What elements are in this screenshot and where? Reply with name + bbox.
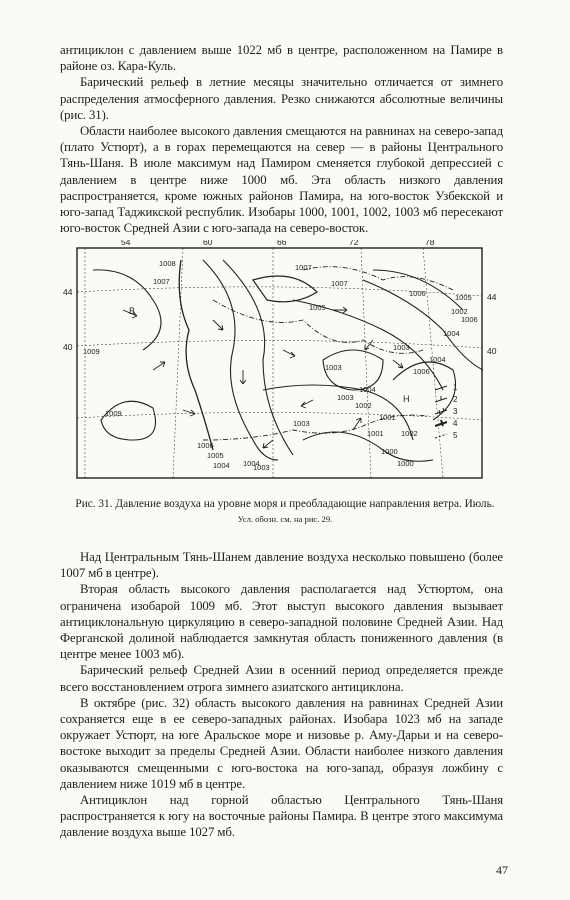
longitude-label: 66 [277,240,287,247]
aral-sea [253,276,317,302]
meridian-line [173,248,183,478]
paragraph: В октябре (рис. 32) область высокого давления на равнинах Средней Азии сохраняется еще в ее северо-западных районах. Изобара 1023 мб на западе окружает Устюрт, на юге Аральское море и низовье р. Аму-Дарьи и на северо-востоке выходит за пределы Средней Азии. Области наиболее низкого давления оказываются смещенными с юго-востока на юго-запад, образуя ложбину с давлением ниже 1019 мб в центре. [60,695,503,791]
isobar-value: 1001 [367,429,384,438]
caption-main: Рис. 31. Давление воздуха на уровне моря и преобладающие направления ветра. Июль. [75,498,495,510]
legend-item: 2 [453,395,458,404]
isobar-value: 1006 [197,441,214,450]
isobar-value: 1002 [401,429,418,438]
legend-item: 5 [453,431,458,440]
isobar-line [223,260,293,455]
longitude-label: 78 [425,240,435,247]
isobar-value: 1007 [153,277,170,286]
caption-note: Усл. обозн. см. на рис. 29. [237,514,333,524]
latitude-label: 44 [63,287,73,297]
isobar-value: 1006 [413,367,430,376]
caspian-coast [179,260,213,450]
latitude-label: 40 [63,342,73,352]
isobar-value: 1005 [309,303,326,312]
map-legend-symbols [435,386,447,438]
paragraph: Вторая область высокого давления располагается над Устюртом, она ограничена изобарой 1009 мб. Этот выступ высокого давления вызывает антициклональную циркуляцию в северо-западной половине Средней Азии. Над Ферганской долиной наблюдается замкнутая область пониженного давления (в центре менее 1003 мб). [60,582,503,662]
isobar-value: 1003 [325,363,342,372]
longitude-label: 72 [349,240,359,247]
paragraph: Над Центральным Тянь-Шанем давление воздуха несколько повышено (более 1007 мб в центре). [60,550,503,581]
top-text-block [60,42,503,236]
legend-item: 1 [453,383,458,392]
isobar-value: 1002 [355,401,372,410]
isobar-value: 1007 [331,279,348,288]
isobar-value: 1008 [159,259,176,268]
isobar-value: 1006 [461,315,478,324]
paragraph: Барический рельеф в летние месяцы значительно отличается от зимнего распределения атмосферного давления. Резко снижаются абсолютные величины (рис. 31). [60,75,503,122]
isobar-value: 1006 [409,289,426,298]
low-pressure-marker: Н [403,394,410,404]
isobar-value: 1005 [455,293,472,302]
legend-item: 4 [453,419,458,428]
isobar-value: 1009 [83,347,100,356]
isobar-line [93,270,161,350]
isobar-value: 1000 [397,459,414,468]
page-number: 47 [496,863,508,877]
paragraph: Области наиболее высокого давления смещаются на равнинах на северо-запад (плато Устюрт), а в горах перемещаются на север — в районы Центрального Тянь-Шаня. В июле максимум над Памиром сменяется глубокой депрессией с давлением в центре ниже 1000 мб. Эта область низкого давления распространяется, кроме южных районов Памира, на юго-восток Узбекской и юго-запад Таджикской республик. Изобары 1000, 1001, 1002, 1003 мб пересекают юго-восток Средней Азии с юго-запада на северо-восток. [60,124,503,236]
paragraph: Барический рельеф Средней Азии в осенний период определяется прежде всего восстановлением отрога зимнего азиатского антициклона. [60,663,503,694]
isobar-value: 1003 [393,343,410,352]
parallel-line [77,340,482,348]
isobar-value: 1000 [381,447,398,456]
isobar-value: 1004 [213,461,230,470]
isobar-value: 1004 [243,459,260,468]
isobar-value: 1001 [379,413,396,422]
isobar-line [203,260,278,460]
bottom-text-block [60,549,503,841]
parallel-line [77,412,482,420]
latitude-label: 44 [487,292,497,302]
legend-item: 3 [453,407,458,416]
high-pressure-marker: В [129,306,136,316]
isobar-value: 1009 [105,409,122,418]
isobar-value: 1003 [337,393,354,402]
isobar-value: 1004 [443,329,460,338]
longitude-label: 60 [203,240,213,247]
longitude-label: 54 [121,240,131,247]
paragraph: антициклон с давлением выше 1022 мб в центре, расположенном на Памире в районе оз. Кара-Куль. [60,43,503,74]
isobar-line [101,401,156,440]
isobar-value: 1004 [429,355,446,364]
pressure-map-figure [63,240,503,495]
figure-caption [70,498,500,526]
isobar-line [293,300,443,390]
latitude-label: 40 [487,346,497,356]
isobar-value: 1007 [295,263,312,272]
isobar-value: 1004 [359,385,376,394]
paragraph: Антициклон над горной областью Центрального Тянь-Шаня распространяется к югу на восточные районы Памира. В центре этого максимума давление воздуха выше 1027 мб. [60,793,503,840]
isobar-value: 1003 [253,463,270,472]
isobar-value: 1003 [293,419,310,428]
isobar-value: 1005 [207,451,224,460]
isobar-value: 1002 [451,307,468,316]
